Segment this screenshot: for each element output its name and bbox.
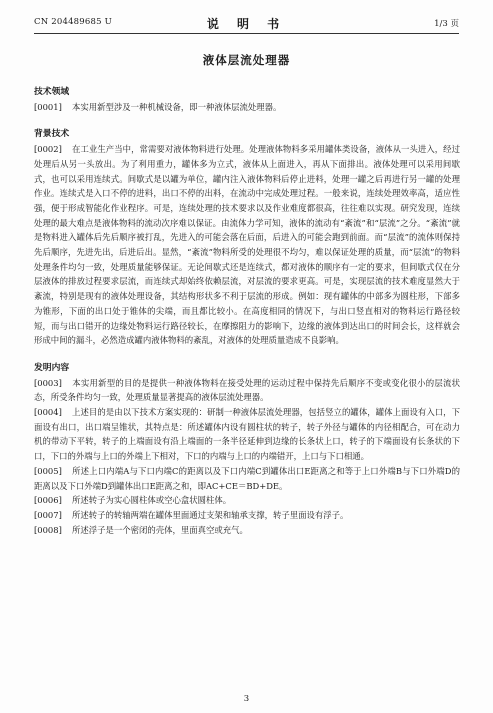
page-header [34,15,459,31]
document-type: 说 明 书 [206,17,287,31]
paragraph-0003 [34,376,460,405]
paragraph-text: 所述转子的转轴两端在罐体里面通过支架和轴承支撑，转子里面设有浮子。 [72,509,349,520]
paragraph-number: [0006] [34,495,62,506]
paragraph-number: [0008] [34,524,62,535]
section-heading-background: 背景技术 [34,129,70,140]
paragraph-text: 在工业生产当中，常需要对液体物料进行处理。处理液体物料多采用罐体类设备，液体从一头进入，经过处理后从另一头放出。为了利用重力，罐体多为立式，液体从上面进入，再从下面排出。液体处理可以采用间歇式，也可以采用连续式。间歇式是以罐为单位，罐内注入液体物料后停止进料，处理一罐之后再进行另一罐的处理作业。连续式是入口不停的进料，出口不停的出料，在流动中完成处理过程。一般来说，连续处理效率高，适应性强，便于形成智能化作业程序。可是，连续处理的技术要求以及作业难度都很高，往往难以实现。研究发现，连续处理的最大难点是液体物料的流动次序难以保证。由流体力学可知，液体的流动有“紊流”和“层流”之分。“紊流”就是物料进入罐体后先后顺序被打乱，先进入的可能会落在后面，后进入的可能会跑到前面。而“层流”的流体则保持先后顺序，先进先出，后进后出。显然，“紊流”物料所受的处理很不均匀，难以保证处理的质量，而“层流”的物料处理条件均匀一致，处理质量能够保证。无论间歇式还是连续式，都对液体的顺序有一定的要求，但间歇式仅在分层液体的排放过程要求层流，而连续式却始终依赖层流，对层流的要求更高。可是，实现层流的技术难度显然大于紊流，特别是现有的液体处理设备，其结构形状多不利于层流的形成。例如：现有罐体的中部多为圆柱形，下部多为锥形，下面的出口处于锥体的尖端，而且都比较小。在高度相同的情况下，与出口竖直相对的物料运行路径较短，而与出口错开的边缘处物料运行路径较长，在摩擦阻力的影响下，边缘的液体到达出口的时间会长，这样就会形成中间的漏斗，必然造成罐内液体物料的紊乱，对液体的处理质量造成不良影响。 [34,144,460,346]
paragraph-0008 [34,523,460,538]
paragraph-text: 本实用新型的目的是提供一种液体物料在接受处理的运动过程中保持先后顺序不变或变化很小的层流状态，所受条件均匀一致，处理质量显著提高的液体层流处理器。 [34,377,460,403]
section-heading-invention: 发明内容 [34,362,70,373]
paragraph-number: [0007] [34,509,62,520]
paragraph-text: 所述浮子是一个密闭的壳体，里面真空或充气。 [72,524,248,535]
paragraph-text: 所述上口内端A与下口内端C的距离以及下口内端C到罐体出口E距离之和等于上口外端B与下口外端D的距离以及下口外端D到罐体出口E距离之和，即AC+CE＝BD+DE。 [34,465,460,491]
paragraph-number: [0001] [34,101,62,112]
section-heading-tech-field: 技术领域 [34,87,70,97]
paragraph-0001 [34,100,460,115]
paragraph-number: [0003] [34,377,62,388]
paragraph-0002 [34,142,460,348]
paragraph-number: [0002] [34,144,62,155]
paragraph-text: 所述转子为实心圆柱体或空心盒状圆柱体。 [72,495,232,506]
document-body [34,85,460,537]
paragraph-number: [0004] [34,407,62,418]
paragraph-0004 [34,405,460,464]
page-number: 3 [243,694,250,704]
document-title: 液体层流处理器 [202,53,291,67]
paragraph-text: 上述目的是由以下技术方案实现的：研制一种液体层流处理器，包括竖立的罐体，罐体上面设有入口，下面设有出口，出口端呈锥状，其特点是：所述罐体内设有圆柱状的转子，转子外径与罐体的内径相配合，可在动力机的带动下平转，转子的上端面设有沿上端面的一条半径延伸到边缘的长条状上口，转子的下端面设有长条状的下口，下口的外端与上口的外端上下相对，下口的内端与上口的内端错开，上口与下口相通。 [34,407,460,462]
paragraph-0005 [34,464,460,493]
header-divider [34,33,459,34]
paragraph-number: [0005] [34,465,62,476]
document-number: CN 204489685 U [34,17,112,27]
paragraph-0007 [34,508,460,523]
page-indicator: 1/3 页 [434,19,459,29]
paragraph-text: 本实用新型涉及一种机械设备，即一种液体层流处理器。 [72,101,282,112]
paragraph-0006 [34,493,460,508]
